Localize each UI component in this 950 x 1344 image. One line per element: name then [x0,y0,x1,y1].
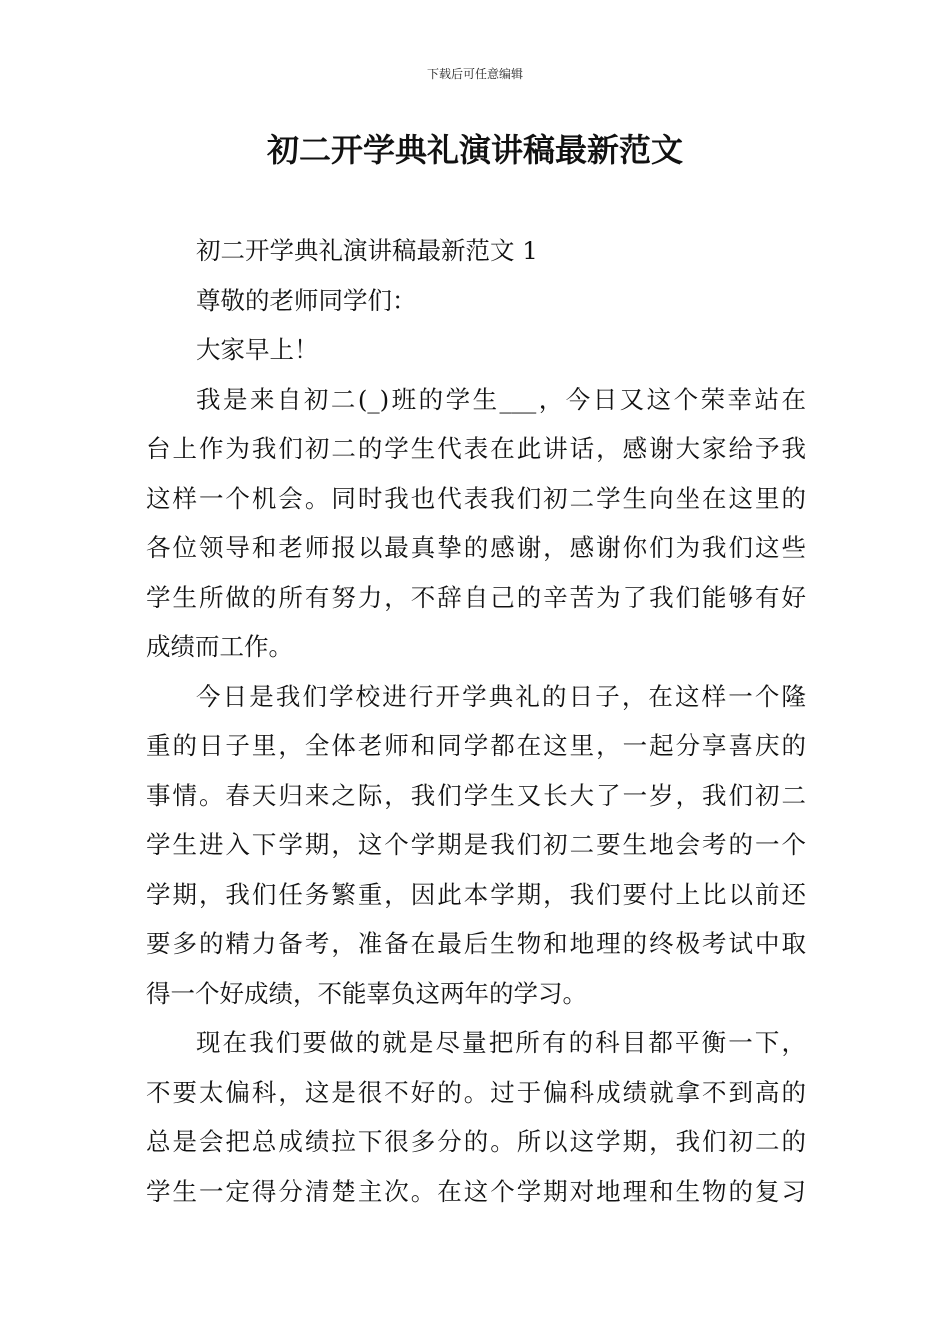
text-line: 事情。春天归来之际，我们学生又长大了一岁，我们初二 [146,780,806,810]
text-line: 各位领导和老师报以最真挚的感谢，感谢你们为我们这些 [146,533,806,562]
text-line: 不要太偏科，这是很不好的。过于偏科成绩就拿不到高的 [146,1077,806,1107]
paragraph-subtitle [146,226,806,276]
paragraph-ceremony [146,672,806,1019]
text-line: 学期，我们任务繁重，因此本学期，我们要付上比以前还 [146,879,806,909]
document-body [146,226,806,1216]
text-line: 初二开学典礼演讲稿最新范文 1 [196,236,538,265]
text-line: 台上作为我们初二的学生代表在此讲话，感谢大家给予我 [146,434,806,463]
text-line: 学生一定得分清楚主次。在这个学期对地理和生物的复习 [146,1176,806,1206]
text-line: 现在我们要做的就是尽量把所有的科目都平衡一下， [196,1028,806,1057]
text-line: 学生进入下学期，这个学期是我们初二要生地会考的一个 [146,830,806,859]
paragraph-introduction [146,375,806,672]
document-title: 初二开学典礼演讲稿最新范文 [266,131,683,169]
text-line: 成绩而工作。 [146,632,293,661]
paragraph-salutation [146,276,806,326]
text-line: 得一个好成绩，不能辜负这两年的学习。 [146,978,587,1008]
text-line: 总是会把总成绩拉下很多分的。所以这学期，我们初二的 [146,1127,806,1156]
text-line: 今日是我们学校进行开学典礼的日子，在这样一个隆 [196,681,806,711]
header-note: 下载后可任意编辑 [426,67,523,81]
text-line: 重的日子里，全体老师和同学都在这里，一起分享喜庆的 [146,731,806,760]
paragraph-greeting [146,325,806,375]
text-line: 学生所做的所有努力，不辞自己的辛苦为了我们能够有好 [146,582,806,612]
text-line: 大家早上！ [196,335,319,364]
text-line: 我是来自初二(_)班的学生___，今日又这个荣幸站在 [196,384,806,414]
text-line: 要多的精力备考，准备在最后生物和地理的终极考试中取 [146,929,806,958]
paragraph-balance [146,1018,806,1216]
text-line: 尊敬的老师同学们： [196,285,417,315]
text-line: 这样一个机会。同时我也代表我们初二学生向坐在这里的 [146,483,806,513]
